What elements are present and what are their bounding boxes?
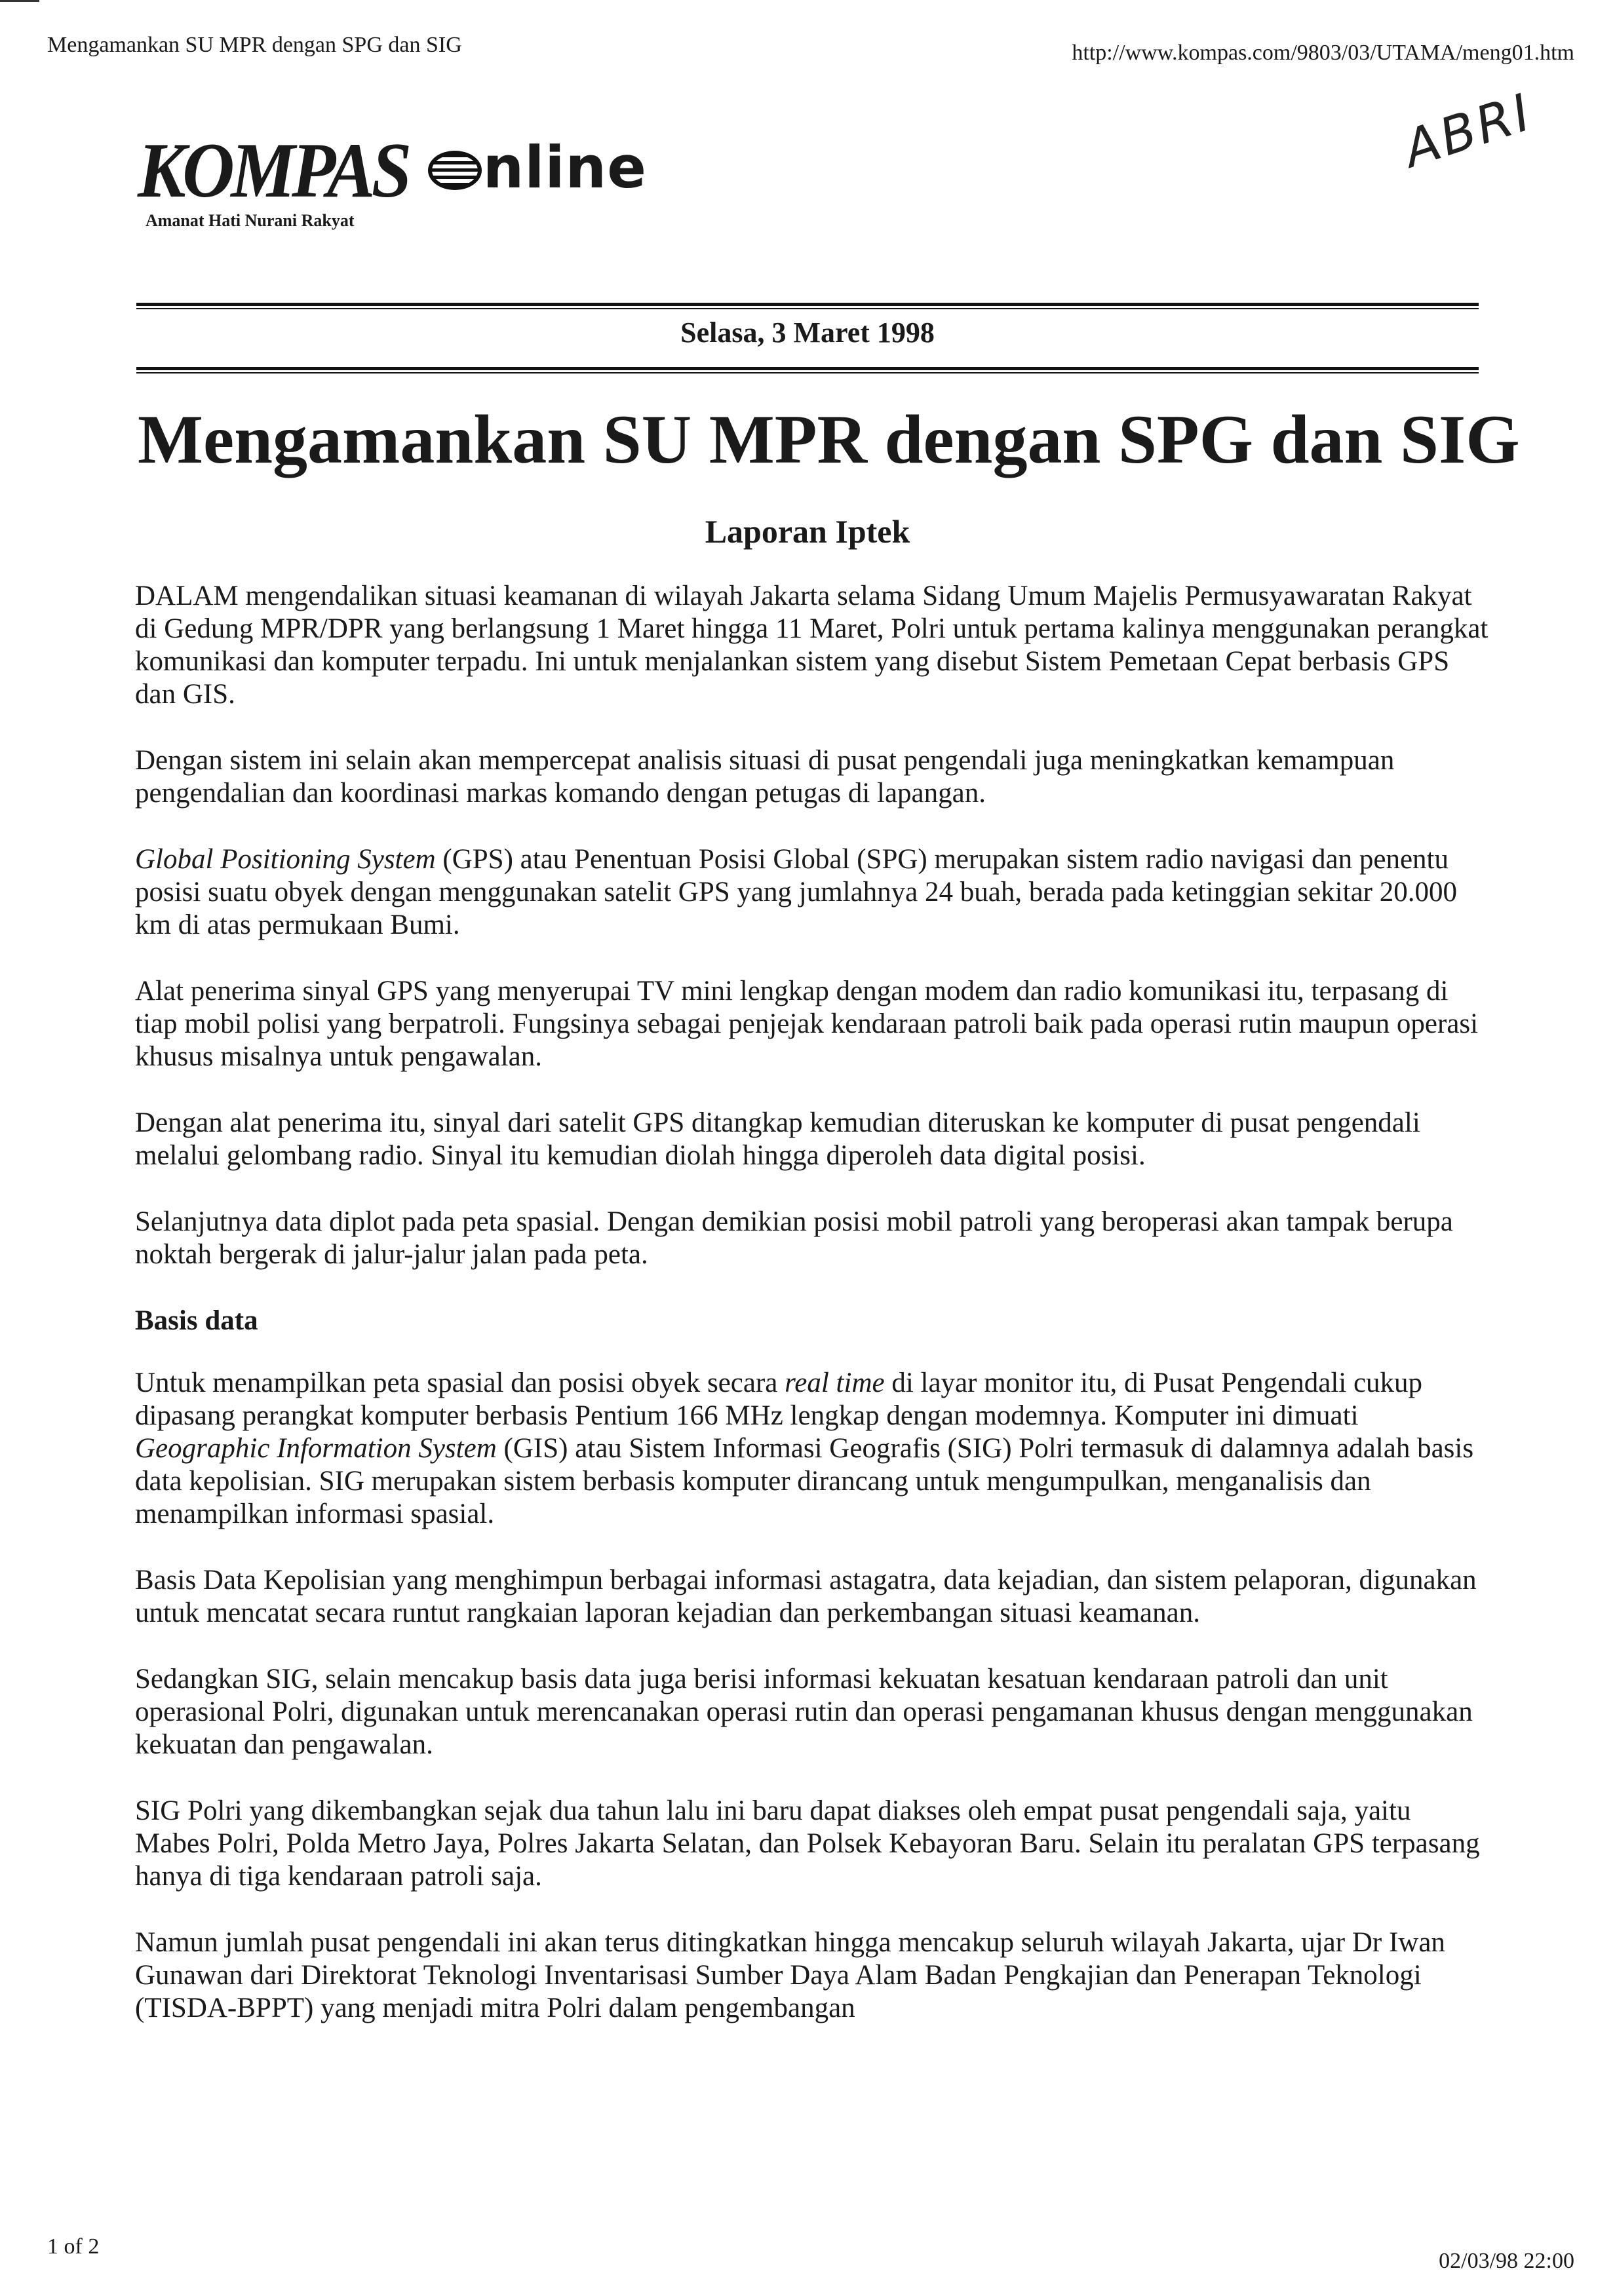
bottom-divider bbox=[136, 367, 1479, 373]
paragraph-3 bbox=[135, 843, 1492, 942]
paragraph-text: (GPS) atau Penentuan Posisi Global (SPG) merupakan sistem radio navigasi dan penentu posisi suatu obyek dengan menggunakan satelit GPS yang jumlahnya 24 buah, berada pada ketinggian sekitar 20.000 km di atas permukaan Bumi. bbox=[135, 844, 1457, 940]
kompas-online-logo bbox=[138, 126, 647, 231]
article-body bbox=[135, 580, 1492, 2058]
italic-term: Geographic Information System bbox=[135, 1433, 497, 1464]
print-header-title: Mengamankan SU MPR dengan SPG dan SIG bbox=[47, 33, 462, 57]
logo-tagline: Amanat Hati Nurani Rakyat bbox=[146, 211, 355, 230]
paragraph-6: Selanjutnya data diplot pada peta spasial. Dengan demikian posisi mobil patroli yang beroperasi akan tampak berupa noktah bergerak di jalur-jalur jalan pada peta. bbox=[135, 1206, 1453, 1270]
paragraph-5: Dengan alat penerima itu, sinyal dari satelit GPS ditangkap kemudian diteruskan ke komputer di pusat pengendali melalui gelombang radio. Sinyal itu kemudian diolah hingga diperoleh data digital posisi. bbox=[135, 1107, 1420, 1171]
paragraph-2: Dengan sistem ini selain akan mempercepat analisis situasi di pusat pengendali juga meningkatkan kemampuan pengendalian dan koordinasi markas komando dengan petugas di lapangan. bbox=[135, 745, 1395, 809]
italic-term: Global Positioning System bbox=[135, 844, 436, 875]
article-title: Mengamankan SU MPR dengan SPG dan SIG bbox=[138, 401, 1520, 478]
paragraph-8: Basis Data Kepolisian yang menghimpun berbagai informasi astagatra, data kejadian, dan sistem pelaporan, digunakan untuk mencatat secara runtut rangkaian laporan kejadian dan perkembangan situasi keamanan. bbox=[135, 1565, 1477, 1628]
paragraph-9: Sedangkan SIG, selain mencakup basis data juga berisi informasi kekuatan kesatuan kendaraan patroli dan unit operasional Polri, digunakan untuk merencanakan operasi rutin dan operasi pengamanan khusus dengan menggunakan kekuatan dan pengawalan. bbox=[135, 1664, 1473, 1760]
paragraph-text: (GIS) atau Sistem Informasi Geografis (SIG) Polri termasuk di dalamnya adalah basis data kepolisian. SIG merupakan sistem berbasis komputer dirancang untuk mengumpulkan, menganalisis dan menampilkan informasi spasial. bbox=[135, 1433, 1474, 1529]
paragraph-text: Untuk menampilkan peta spasial dan posisi obyek secara bbox=[135, 1368, 785, 1398]
italic-term: real time bbox=[785, 1368, 885, 1398]
paragraph-11: Namun jumlah pusat pengendali ini akan terus ditingkatkan hingga mencakup seluruh wilayah Jakarta, ujar Dr Iwan Gunawan dari Direktorat Teknologi Inventarisasi Sumber Daya Alam Badan Pengkajian dan Penerapan Teknologi (TISDA-BPPT) yang menjadi mitra Polri dalam pengembangan bbox=[135, 1927, 1445, 2023]
paragraph-text: di layar monitor itu, di Pusat Pengendali cukup dipasang perangkat komputer berbasis Pentium 166 MHz lengkap dengan modemnya. Komputer ini dimuati bbox=[135, 1368, 1423, 1431]
top-divider bbox=[136, 303, 1479, 309]
print-header-url[interactable]: http://www.kompas.com/9803/03/UTAMA/meng01.htm bbox=[1072, 41, 1574, 65]
section-heading: Basis data bbox=[135, 1305, 258, 1336]
logo-online-text: nline bbox=[482, 134, 647, 201]
page-count: 1 of 2 bbox=[47, 2234, 100, 2259]
article-subtitle: Laporan Iptek bbox=[705, 513, 910, 550]
globe-icon bbox=[428, 151, 482, 190]
scan-edge-mark bbox=[0, 0, 39, 2]
publication-date: Selasa, 3 Maret 1998 bbox=[680, 316, 935, 349]
paragraph-7 bbox=[135, 1367, 1492, 1531]
logo-online-mark bbox=[428, 134, 647, 201]
paragraph-4: Alat penerima sinyal GPS yang menyerupai TV mini lengkap dengan modem dan radio komunikasi itu, terpasang di tiap mobil polisi yang berpatroli. Fungsinya sebagai penjejak kendaraan patroli baik pada operasi rutin maupun operasi khusus misalnya untuk pengawalan. bbox=[135, 976, 1479, 1072]
print-timestamp: 02/03/98 22:00 bbox=[1439, 2249, 1574, 2273]
logo-wordmark: KOMPAS bbox=[138, 126, 408, 214]
paragraph-10: SIG Polri yang dikembangkan sejak dua tahun lalu ini baru dapat diakses oleh empat pusat pengendali saja, yaitu Mabes Polri, Polda Metro Jaya, Polres Jakarta Selatan, dan Polsek Kebayoran Baru. Selain itu peralatan GPS terpasang hanya di tiga kendaraan patroli saja. bbox=[135, 1795, 1480, 1892]
handwritten-note: ABRI bbox=[1396, 83, 1540, 180]
paragraph-1: DALAM mengendalikan situasi keamanan di wilayah Jakarta selama Sidang Umum Majelis Permusyawaratan Rakyat di Gedung MPR/DPR yang berlangsung 1 Maret hingga 11 Maret, Polri untuk pertama kalinya menggunakan perangkat komunikasi dan komputer terpadu. Ini untuk menjalankan sistem yang disebut Sistem Pemetaan Cepat berbasis GPS dan GIS. bbox=[135, 581, 1489, 710]
